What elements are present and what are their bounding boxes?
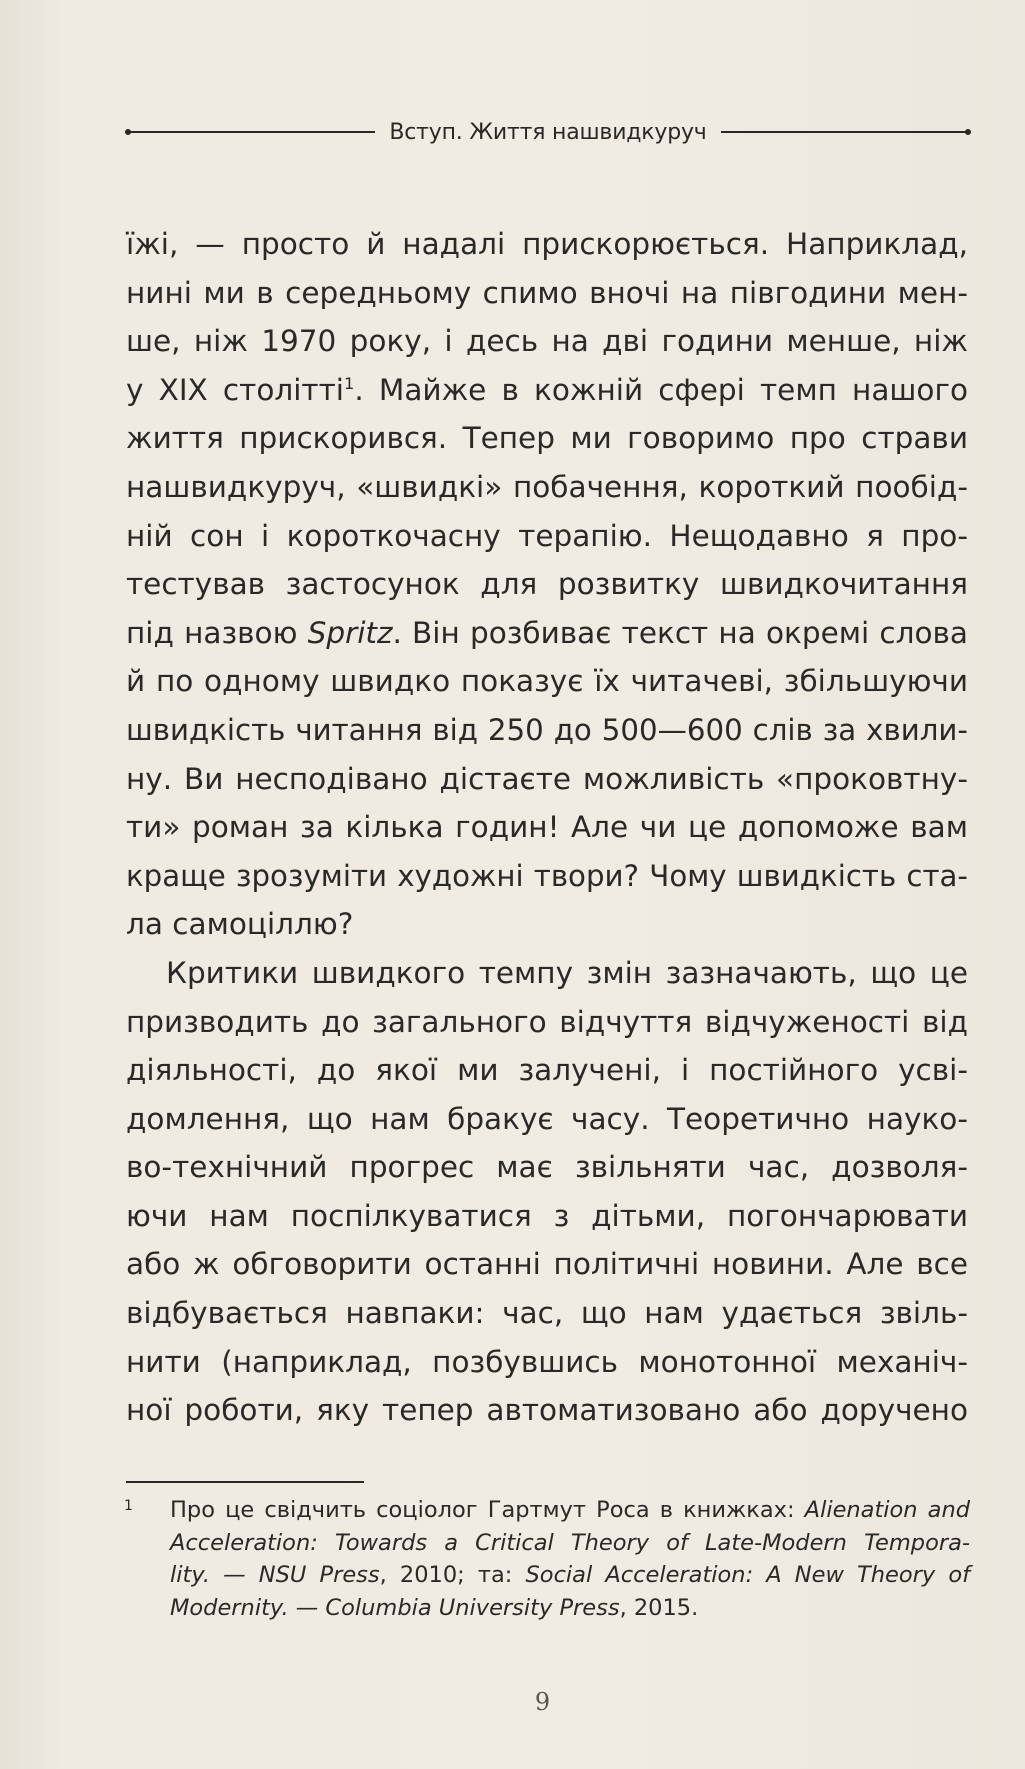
footnote-segment: Про це свідчить соціолог Гартмут Роса в книжках: <box>170 1497 805 1523</box>
text-line: життя прискорився. Тепер ми говоримо про страви <box>126 421 968 456</box>
line-segment: . Майже в кожній сфері темп нашого <box>354 372 968 407</box>
header-rule-left <box>128 131 375 133</box>
text-line: ти» роман за кілька годин! Але чи це допоможе вам <box>126 810 968 845</box>
footnote-segment: , 2015. <box>619 1594 699 1621</box>
text-line: во-технічний прогрес має звільняти час, дозволя- <box>126 1150 968 1185</box>
text-line: нити (наприклад, позбувшись монотонної механіч- <box>126 1344 968 1379</box>
text-line: ше, ніж 1970 року, і десь на дві години менше, ніж <box>126 324 968 359</box>
italic-title: Spritz <box>307 615 393 650</box>
footnote-segment: , 2010; та: <box>379 1562 526 1588</box>
footnote-italic: lity. — NSU Press <box>170 1562 380 1588</box>
footnote-italic: Modernity. — Columbia University Press <box>170 1594 620 1621</box>
text-line: їжі, — просто й надалі прискорюється. Наприклад, <box>126 227 968 261</box>
text-line: тестував застосунок для розвитку швидкочитання <box>126 567 968 602</box>
footnote-rule <box>126 1481 364 1483</box>
body-text <box>126 220 968 1435</box>
line-segment: . Він розбиває текст на окремі слова <box>392 615 968 650</box>
text-line <box>126 366 968 415</box>
text-line: ній сон і короткочасну терапію. Нещодавно я про- <box>126 518 968 553</box>
text-line: діяльності, до якої ми залучені, і постійного усві- <box>126 1053 968 1088</box>
header-title: Вступ. Життя нашвидкуруч <box>389 119 707 145</box>
running-header <box>128 112 968 152</box>
text-line: або ж обговорити останні політичні новини. Але все <box>126 1247 968 1282</box>
text-line: домлення, що нам бракує часу. Теоретично науко- <box>126 1101 968 1136</box>
text-line: призводить до загального відчуття відчуженості від <box>126 1004 968 1039</box>
footnote-row <box>124 1494 970 1624</box>
page-number: 9 <box>534 1688 551 1716</box>
footnote-line <box>170 1527 970 1560</box>
text-line: ну. Ви несподівано дістаєте можливість «проковтну- <box>126 761 968 796</box>
footnote-italic: Social Acceleration: A New Theory of <box>525 1562 971 1588</box>
footnote <box>124 1494 970 1624</box>
line-segment: у XIX столітті <box>126 372 344 407</box>
footnote-italic: Acceleration: Towards a Critical Theory of Late-Modern Tempora- <box>170 1529 970 1556</box>
footnote-reference: 1 <box>344 373 355 393</box>
text-line: швидкість читання від 250 до 500—600 слів за хвили- <box>126 712 968 747</box>
text-line: нашвидкуруч, «швидкі» побачення, короткий пообід- <box>126 469 968 504</box>
text-line: нині ми в середньому спимо вночі на півгодини мен- <box>126 275 968 310</box>
footnote-line <box>170 1592 970 1625</box>
text-line: й по одному швидко показує їх читачеві, збільшуючи <box>126 664 968 699</box>
text-line: ла самоціллю? <box>126 907 354 942</box>
text-line <box>126 609 968 658</box>
text-line: відбувається навпаки: час, що нам удається звіль- <box>126 1296 968 1331</box>
footnote-marker: 1 <box>124 1498 133 1514</box>
text-line: Критики швидкого темпу змін зазначають, що це <box>166 955 968 990</box>
header-rule-right <box>721 131 968 133</box>
text-line: ючи нам поспілкуватися з дітьми, погончарювати <box>126 1198 968 1233</box>
text-line: ної роботи, яку тепер автоматизовано або доручено <box>126 1393 968 1428</box>
text-line: краще зрозуміти художні твори? Чому швидкість ста- <box>126 858 968 893</box>
footnote-line <box>170 1559 970 1592</box>
line-segment: під назвою <box>126 615 308 650</box>
footnote-italic: Alienation and <box>804 1497 970 1523</box>
footnote-line <box>170 1494 970 1527</box>
